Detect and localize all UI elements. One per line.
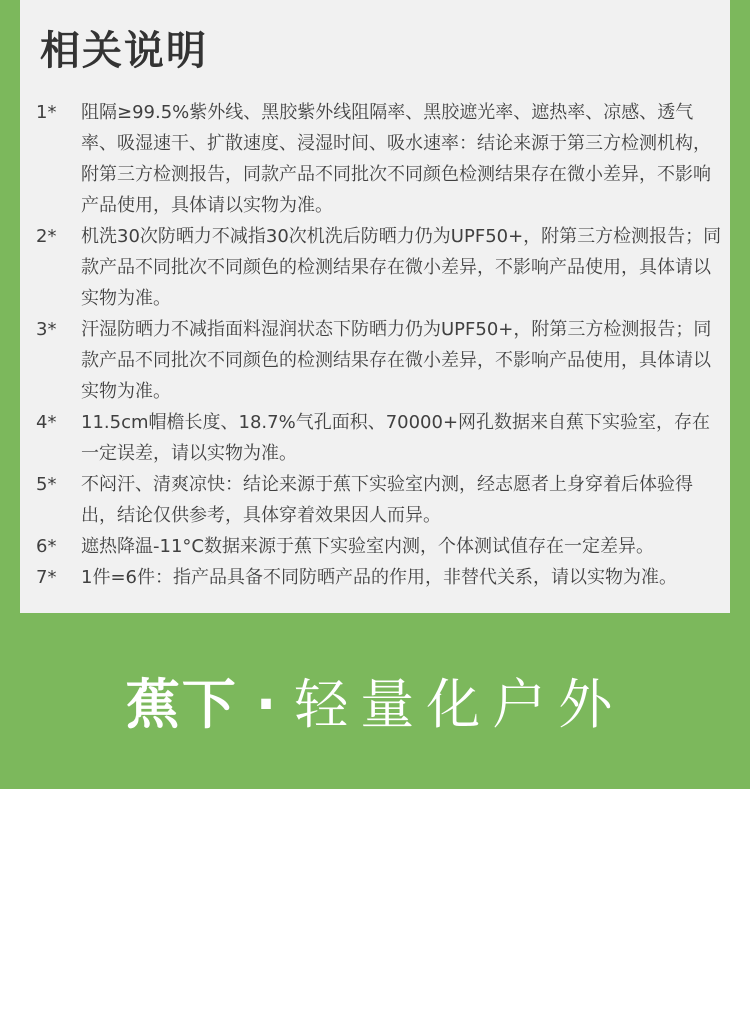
note-number: 5* <box>36 474 57 495</box>
brand-separator: · <box>255 673 277 736</box>
note-text: 11.5cm帽檐长度、18.7%气孔面积、70000+网孔数据来自蕉下实验室，存在一定误差，请以实物为准。 <box>81 412 711 464</box>
note-item <box>36 221 726 314</box>
note-number: 4* <box>36 412 57 433</box>
brand-name: 蕉下 <box>125 673 238 736</box>
brand-banner <box>0 670 750 740</box>
notes-list <box>36 97 726 593</box>
note-number: 1* <box>36 102 57 123</box>
note-item <box>36 314 726 407</box>
note-item <box>36 531 726 562</box>
note-text: 阻隔≥99.5%紫外线、黑胶紫外线阻隔率、黑胶遮光率、遮热率、凉感、透气率、吸湿速干、扩散速度、浸湿时间、吸水速率：结论来源于第三方检测机构，附第三方检测报告，同款产品不同批次不同颜色检测结果存在微小差异，不影响产品使用，具体请以实物为准。 <box>81 102 711 216</box>
note-text: 不闷汗、清爽凉快：结论来源于蕉下实验室内测，经志愿者上身穿着后体验得出，结论仅供参考，具体穿着效果因人而异。 <box>81 474 693 526</box>
note-item <box>36 562 726 593</box>
note-text: 机洗30次防晒力不减指30次机洗后防晒力仍为UPF50+，附第三方检测报告；同款产品不同批次不同颜色的检测结果存在微小差异，不影响产品使用，具体请以实物为准。 <box>81 226 722 309</box>
note-number: 7* <box>36 567 57 588</box>
note-item <box>36 469 726 531</box>
note-number: 6* <box>36 536 57 557</box>
note-number: 2* <box>36 226 57 247</box>
brand-slogan: 轻量化户外 <box>294 673 625 736</box>
note-item <box>36 407 726 469</box>
section-title: 相关说明 <box>40 28 208 74</box>
notes-card <box>20 0 730 613</box>
note-item <box>36 97 726 221</box>
note-number: 3* <box>36 319 57 340</box>
note-text: 1件=6件：指产品具备不同防晒产品的作用，非替代关系，请以实物为准。 <box>81 567 677 588</box>
note-text: 遮热降温-11°C数据来源于蕉下实验室内测，个体测试值存在一定差异。 <box>81 536 654 557</box>
note-text: 汗湿防晒力不减指面料湿润状态下防晒力仍为UPF50+，附第三方检测报告；同款产品不同批次不同颜色的检测结果存在微小差异，不影响产品使用，具体请以实物为准。 <box>81 319 712 402</box>
